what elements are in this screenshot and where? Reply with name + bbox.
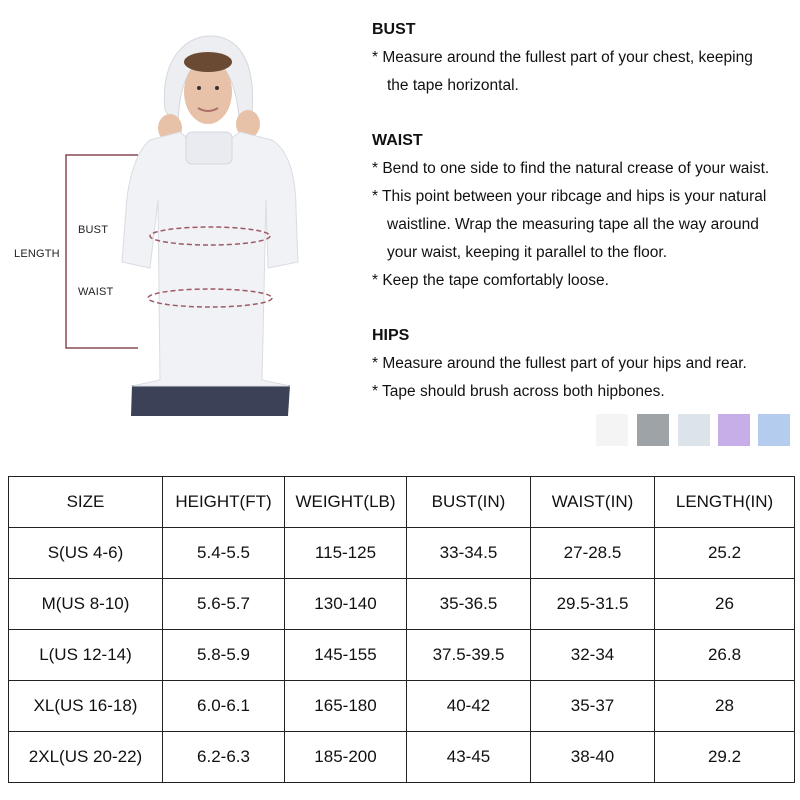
length-label: LENGTH — [14, 248, 60, 260]
cell-length: 25.2 — [655, 528, 795, 579]
cell-height: 5.8-5.9 — [163, 630, 285, 681]
model-illustration — [0, 0, 360, 420]
bust-title: BUST — [372, 21, 416, 38]
cell-length: 28 — [655, 681, 795, 732]
cell-size: 2XL(US 20-22) — [9, 732, 163, 783]
cell-size: XL(US 16-18) — [9, 681, 163, 732]
cell-size: L(US 12-14) — [9, 630, 163, 681]
cell-length: 26 — [655, 579, 795, 630]
cell-height: 6.2-6.3 — [163, 732, 285, 783]
cell-size: S(US 4-6) — [9, 528, 163, 579]
cell-length: 26.8 — [655, 630, 795, 681]
table-row — [9, 732, 795, 783]
waist-line: * Keep the tape comfortably loose. — [372, 272, 609, 289]
color-swatch-gray[interactable] — [637, 414, 669, 446]
hips-line: * Tape should brush across both hipbones. — [372, 383, 665, 400]
model-figure — [0, 0, 360, 420]
hair — [184, 52, 232, 72]
header-length: LENGTH(IN) — [655, 477, 795, 528]
table-row — [9, 579, 795, 630]
cell-height: 5.4-5.5 — [163, 528, 285, 579]
waist-line: * Bend to one side to find the natural crease of your waist. — [372, 160, 770, 177]
bust-line: the tape horizontal. — [387, 77, 519, 94]
waist-title: WAIST — [372, 132, 423, 149]
cell-height: 6.0-6.1 — [163, 681, 285, 732]
cell-weight: 185-200 — [285, 732, 407, 783]
cell-bust: 37.5-39.5 — [407, 630, 531, 681]
shirt — [122, 132, 298, 386]
hips-title: HIPS — [372, 327, 410, 344]
cell-bust: 33-34.5 — [407, 528, 531, 579]
waist-line: waistline. Wrap the measuring tape all the way around — [387, 216, 759, 233]
cell-waist: 35-37 — [531, 681, 655, 732]
bust-label: BUST — [78, 224, 109, 236]
cell-bust: 43-45 — [407, 732, 531, 783]
color-swatch-white[interactable] — [596, 414, 628, 446]
hips-line: * Measure around the fullest part of your hips and rear. — [372, 355, 747, 372]
cell-size: M(US 8-10) — [9, 579, 163, 630]
cell-weight: 130-140 — [285, 579, 407, 630]
cell-weight: 165-180 — [285, 681, 407, 732]
waist-line: * This point between your ribcage and hips is your natural — [372, 188, 767, 205]
color-swatch-light-blue-gray[interactable] — [678, 414, 710, 446]
cell-weight: 115-125 — [285, 528, 407, 579]
waist-label: WAIST — [78, 286, 114, 298]
pants — [131, 385, 290, 416]
measuring-guide — [372, 16, 792, 406]
cell-waist: 32-34 — [531, 630, 655, 681]
table-header-row — [9, 477, 795, 528]
header-height: HEIGHT(FT) — [163, 477, 285, 528]
cell-waist: 38-40 — [531, 732, 655, 783]
cell-length: 29.2 — [655, 732, 795, 783]
cell-bust: 40-42 — [407, 681, 531, 732]
color-swatch-purple[interactable] — [718, 414, 750, 446]
table-row — [9, 528, 795, 579]
cell-bust: 35-36.5 — [407, 579, 531, 630]
cell-waist: 29.5-31.5 — [531, 579, 655, 630]
header-bust: BUST(IN) — [407, 477, 531, 528]
cell-weight: 145-155 — [285, 630, 407, 681]
bust-line: * Measure around the fullest part of your chest, keeping — [372, 49, 753, 66]
header-size: SIZE — [9, 477, 163, 528]
cell-waist: 27-28.5 — [531, 528, 655, 579]
color-swatch-blue[interactable] — [758, 414, 790, 446]
table-row — [9, 681, 795, 732]
header-weight: WEIGHT(LB) — [285, 477, 407, 528]
header-waist: WAIST(IN) — [531, 477, 655, 528]
size-chart-table — [8, 476, 795, 783]
cell-height: 5.6-5.7 — [163, 579, 285, 630]
waist-line: your waist, keeping it parallel to the floor. — [387, 244, 668, 261]
table-row — [9, 630, 795, 681]
